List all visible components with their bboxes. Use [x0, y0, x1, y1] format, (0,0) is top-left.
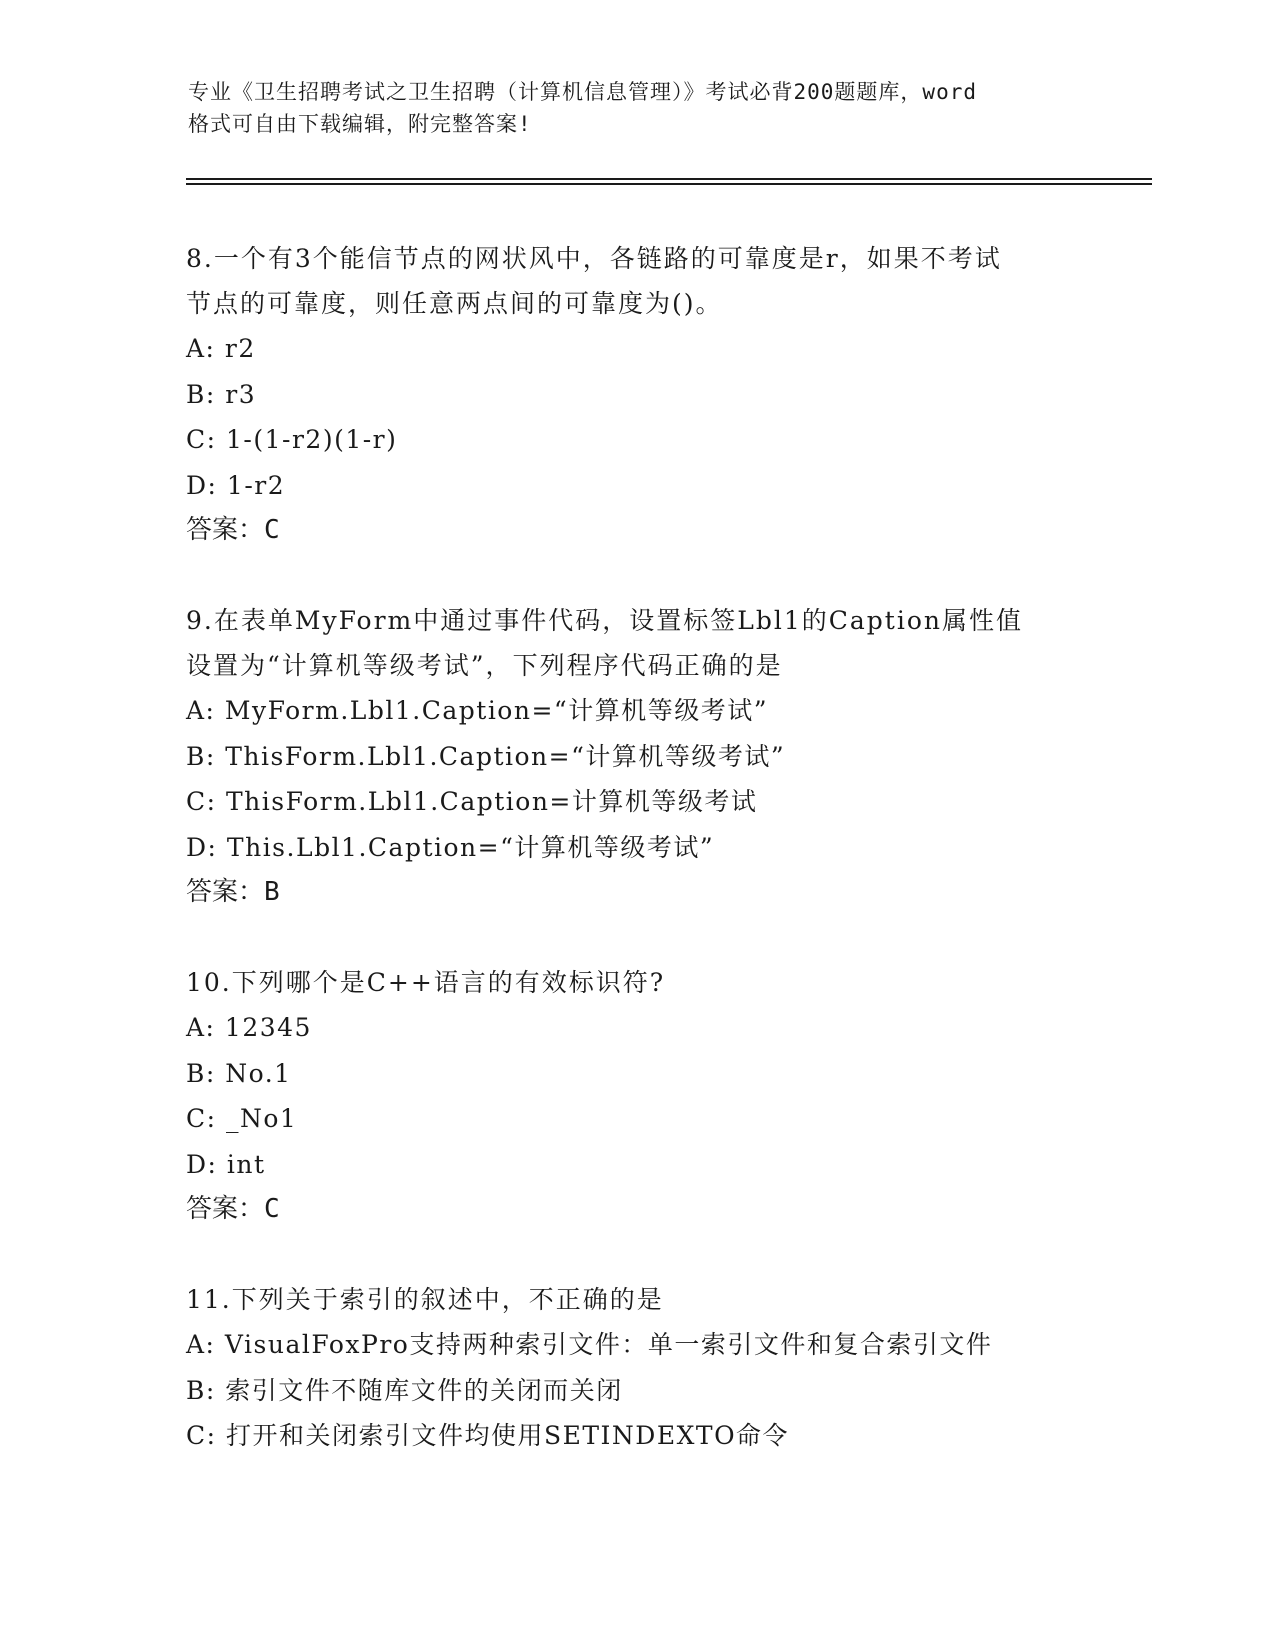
question-stem-line: 8.一个有3个能信节点的网状风中，各链路的可靠度是r，如果不考试	[186, 244, 1002, 273]
option-c: C: _No1	[186, 1104, 298, 1133]
option-d: D: 1-r2	[186, 470, 286, 500]
option-a: A: MyForm.Lbl1.Caption=“计算机等级考试”	[186, 696, 768, 725]
question-stem-line: 10.下列哪个是C++语言的有效标识符?	[186, 968, 666, 997]
option-b: B: r3	[186, 379, 257, 409]
question-stem	[186, 598, 1106, 688]
option-d: D: This.Lbl1.Caption=“计算机等级考试”	[186, 832, 715, 862]
question-8	[186, 236, 1106, 553]
answer-label: 答案：B	[186, 877, 280, 907]
header-line-1: 专业《卫生招聘考试之卫生招聘（计算机信息管理）》考试必背200题题库，word	[188, 80, 977, 104]
question-stem	[186, 236, 1106, 326]
question-list	[186, 236, 1106, 1459]
spacer	[186, 915, 1106, 960]
question-stem-line: 节点的可靠度，则任意两点间的可靠度为()。	[186, 289, 723, 318]
option-b: B: ThisForm.Lbl1.Caption=“计算机等级考试”	[186, 741, 786, 771]
question-9	[186, 598, 1106, 915]
option-b: B: No.1	[186, 1058, 292, 1088]
option-a: A: VisualFoxPro支持两种索引文件：单一索引文件和复合索引文件	[186, 1330, 993, 1359]
question-stem-line: 设置为“计算机等级考试”，下列程序代码正确的是	[186, 651, 783, 680]
spacer	[186, 1232, 1106, 1277]
option-a: A: 12345	[186, 1013, 312, 1042]
question-stem	[186, 960, 1106, 1005]
option-c: C: 打开和关闭索引文件均使用SETINDEXTO命令	[186, 1421, 790, 1450]
spacer	[186, 553, 1106, 598]
option-b: B: 索引文件不随库文件的关闭而关闭	[186, 1375, 623, 1405]
answer-label: 答案：C	[186, 515, 280, 545]
question-11	[186, 1277, 1106, 1459]
answer-label: 答案：C	[186, 1194, 280, 1224]
question-stem	[186, 1277, 1106, 1322]
option-c: C: 1-(1-r2)(1-r)	[186, 425, 398, 454]
document-header	[188, 76, 1088, 140]
header-line-2: 格式可自由下载编辑，附完整答案!	[188, 112, 532, 136]
header-divider-bottom	[186, 183, 1152, 185]
question-stem-line: 11.下列关于索引的叙述中，不正确的是	[186, 1285, 664, 1314]
option-c: C: ThisForm.Lbl1.Caption=计算机等级考试	[186, 787, 758, 816]
option-a: A: r2	[186, 334, 256, 363]
option-d: D: int	[186, 1149, 266, 1179]
question-10	[186, 960, 1106, 1232]
header-divider-top	[186, 178, 1152, 180]
question-stem-line: 9.在表单MyForm中通过事件代码，设置标签Lbl1的Caption属性值	[186, 606, 1024, 635]
